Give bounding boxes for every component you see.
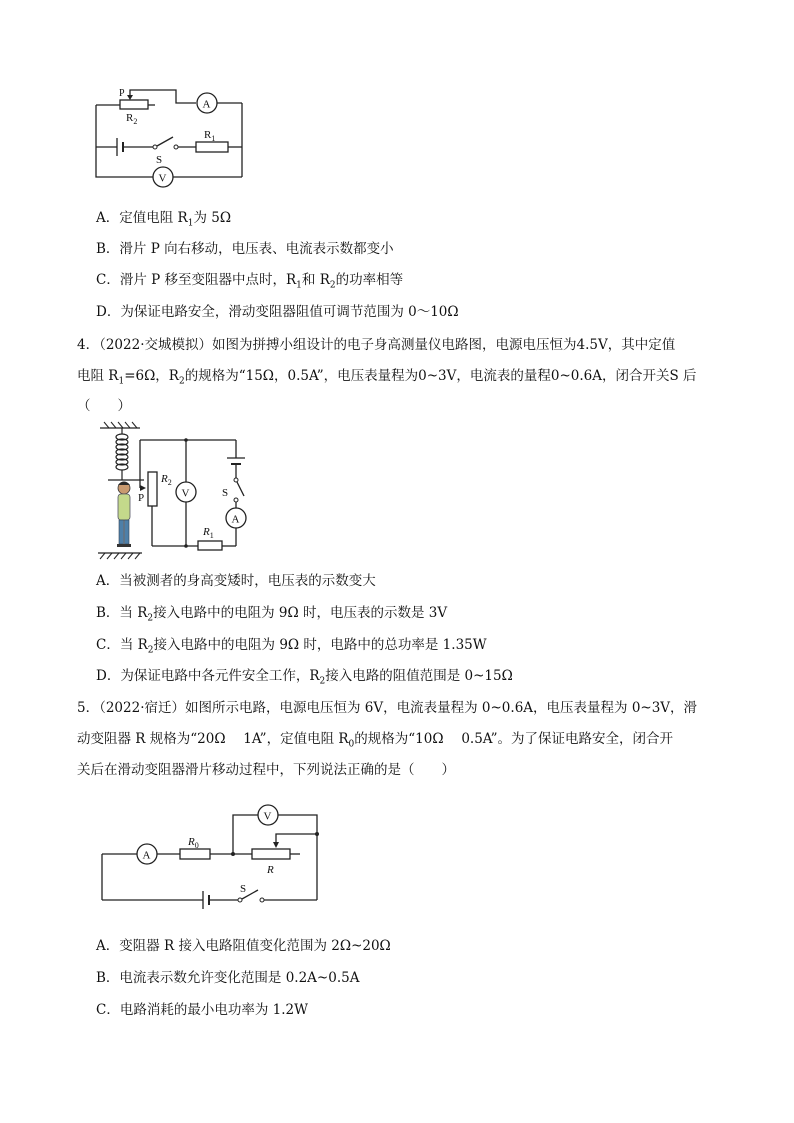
q5-r0-resistor [180, 849, 210, 859]
q5-circuit-diagram [100, 800, 330, 915]
q5-stem-line3: 关后在滑动变阻器滑片移动过程中，下列说法正确的是（ ） [77, 762, 455, 778]
q3-slider-arrow [127, 95, 133, 100]
q3-switch-blade [157, 137, 173, 146]
q3-option-a: A．定值电阻 $R_1$为 5Ω [96, 210, 232, 229]
q4-person [117, 482, 131, 548]
q4-label-r2: $R_2$ [161, 473, 172, 487]
q4-height-meter-diagram [96, 422, 256, 560]
q3-r2-rheostat [120, 100, 148, 109]
q5-ammeter-label: A [142, 849, 151, 862]
q4-voltmeter-label: V [181, 487, 190, 500]
q5-option-a: A．变阻器 R 接入电路阻值变化范围为 2Ω~20Ω [96, 938, 391, 954]
q3-circuit-diagram [90, 86, 250, 191]
q4-spring [116, 428, 128, 480]
q3-option-b: B．滑片 P 向右移动，电压表、电流表示数都变小 [96, 241, 394, 257]
q4-stem-line1: 4．（2022·交城模拟）如图为拼搏小组设计的电子身高测量仪电路图，电源电压恒为4.5V，其中定值 [77, 337, 676, 353]
q3-switch-pivot [153, 145, 157, 149]
q5-option-b: B．电流表示数允许变化范围是 0.2A~0.5A [96, 970, 360, 986]
q4-label-p: P [138, 492, 145, 504]
q4-r2-rheostat [148, 472, 157, 506]
q5-stem-line1: 5．（2022·宿迁）如图所示电路，电源电压恒为 6V，电流表量程为 0~0.6A，电压表量程为 0~3V，滑 [77, 700, 698, 716]
q3-label-s: S [156, 154, 163, 166]
q4-option-a: A．当被测者的身高变矮时，电压表的示数变大 [96, 573, 376, 589]
q4-r1-resistor [198, 541, 222, 550]
q3-r1-resistor [196, 142, 228, 152]
q3-label-r2: $R_2$ [126, 112, 138, 126]
q5-voltmeter-label: V [263, 810, 272, 823]
q5-r-rheostat [252, 849, 290, 859]
q4-label-s: S [222, 487, 229, 499]
q4-stem-line2: 电阻 $R_1=6\Omega$，$R_2$的规格为“15Ω，0.5A”，电压表量程为0~3V，电流表的量程0~0.6A，闭合开关S 后 [77, 368, 697, 387]
q3-voltmeter-label: V [158, 172, 167, 185]
q4-stem-line3: （ ） [77, 398, 131, 414]
q4-option-d: D．为保证电路中各元件安全工作，$R_2$接入电路的阻值范围是 0~15Ω [96, 668, 513, 687]
q4-option-c: C．当 $R_2$接入电路中的电阻为 9Ω 时，电路中的总功率是 1.35W [96, 637, 487, 656]
q5-slider-arrow [273, 842, 279, 848]
q3-option-c: C．滑片 P 移至变阻器中点时，$R_1$和 $R_2$的功率相等 [96, 272, 404, 291]
q5-option-c: C．电路消耗的最小电功率为 1.2W [96, 1002, 308, 1018]
q3-label-r1: $R_1$ [204, 129, 216, 143]
q4-slider-arrow [140, 485, 146, 491]
q4-switch-blade [237, 482, 244, 496]
q4-option-b: B．当 $R_2$接入电路中的电阻为 9Ω 时，电压表的示数是 3V [96, 605, 448, 624]
q5-stem-line2: 动变阻器 R 规格为“20Ω 1A”，定值电阻 $R_0$的规格为“10Ω 0.5A”。为了保证电路安全，闭合开 [77, 731, 673, 750]
q5-label-s: S [240, 883, 247, 895]
q3-label-p: P [119, 88, 125, 99]
q3-option-d: D．为保证电路安全，滑动变阻器阻值可调节范围为 0～10Ω [96, 304, 459, 320]
q3-ammeter-label: A [202, 98, 211, 111]
q4-label-r1: $R_1$ [203, 526, 214, 540]
q5-label-r: R [267, 864, 274, 876]
q5-label-r0: $R_0$ [188, 836, 199, 850]
q4-ammeter-label: A [231, 513, 240, 526]
